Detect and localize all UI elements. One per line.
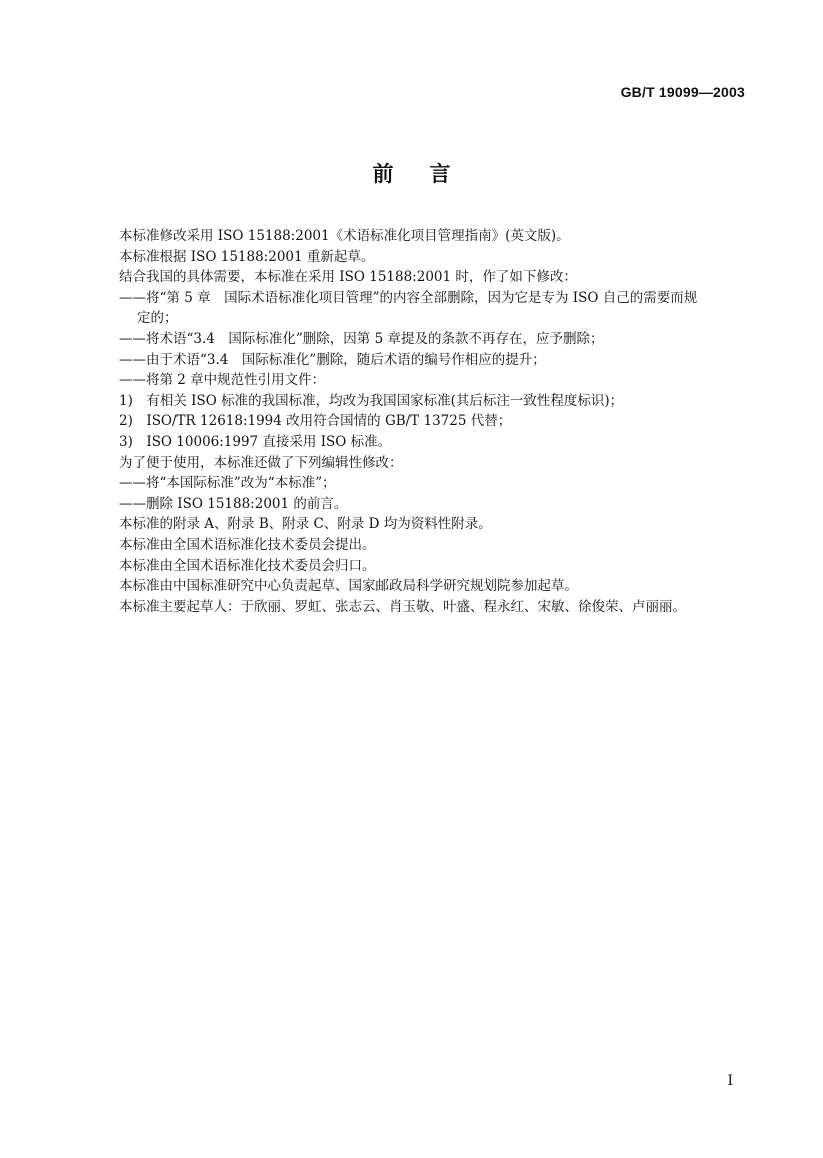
page-title: 前言: [372, 162, 487, 186]
list-item: ——将术语“3.4 国际标准化”删除，因第 5 章提及的条款不再存在，应予删除；: [119, 330, 604, 347]
paragraph-line: 本标准由全国术语标准化技术委员会提出。: [119, 536, 376, 553]
paragraph-line: 本标准修改采用 ISO 15188:2001《术语标准化项目管理指南》(英文版)。: [119, 228, 570, 244]
numbered-item: 1) 有相关 ISO 标准的我国标准，均改为我国国家标准(其后标注一致性程度标识)；: [119, 392, 624, 409]
list-item: ——将“第 5 章 国际术语标准化项目管理”的内容全部删除，因为它是专为 ISO 自己的需要而规: [119, 289, 698, 306]
list-item-continuation: 定的；: [137, 310, 178, 327]
list-item: ——删除 ISO 15188:2001 的前言。: [119, 495, 348, 512]
standard-code: GB/T 19099—2003: [620, 84, 745, 100]
paragraph-line: 结合我国的具体需要，本标准在采用 ISO 15188:2001 时，作了如下修改：: [119, 269, 577, 286]
list-item: ——将第 2 章中规范性引用文件：: [119, 372, 326, 389]
paragraph-line: 本标准根据 ISO 15188:2001 重新起草。: [119, 248, 375, 265]
numbered-item: 2) ISO/TR 12618:1994 改用符合国情的 GB/T 13725 代替；: [119, 413, 512, 430]
numbered-item: 3) ISO 10006:1997 直接采用 ISO 标准。: [119, 433, 392, 450]
paragraph-line: 本标准由全国术语标准化技术委员会归口。: [119, 557, 376, 574]
paragraph-line: 本标准由中国标准研究中心负责起草、国家邮政局科学研究规划院参加起草。: [119, 578, 578, 595]
paragraph-line: 本标准主要起草人：于欣丽、罗虹、张志云、肖玉敬、叶盛、程永红、宋敏、徐俊荣、卢丽丽。: [119, 598, 686, 615]
page-number: I: [727, 1073, 733, 1089]
paragraph-line: 本标准的附录 A、附录 B、附录 C、附录 D 均为资料性附录。: [119, 516, 492, 533]
list-item: ——由于术语“3.4 国际标准化”删除，随后术语的编号作相应的提升；: [119, 351, 546, 368]
list-item: ——将“本国际标准”改为“本标准”；: [119, 475, 336, 492]
foreword-body: [119, 226, 759, 617]
paragraph-line: 为了便于使用，本标准还做了下列编辑性修改：: [119, 454, 403, 471]
